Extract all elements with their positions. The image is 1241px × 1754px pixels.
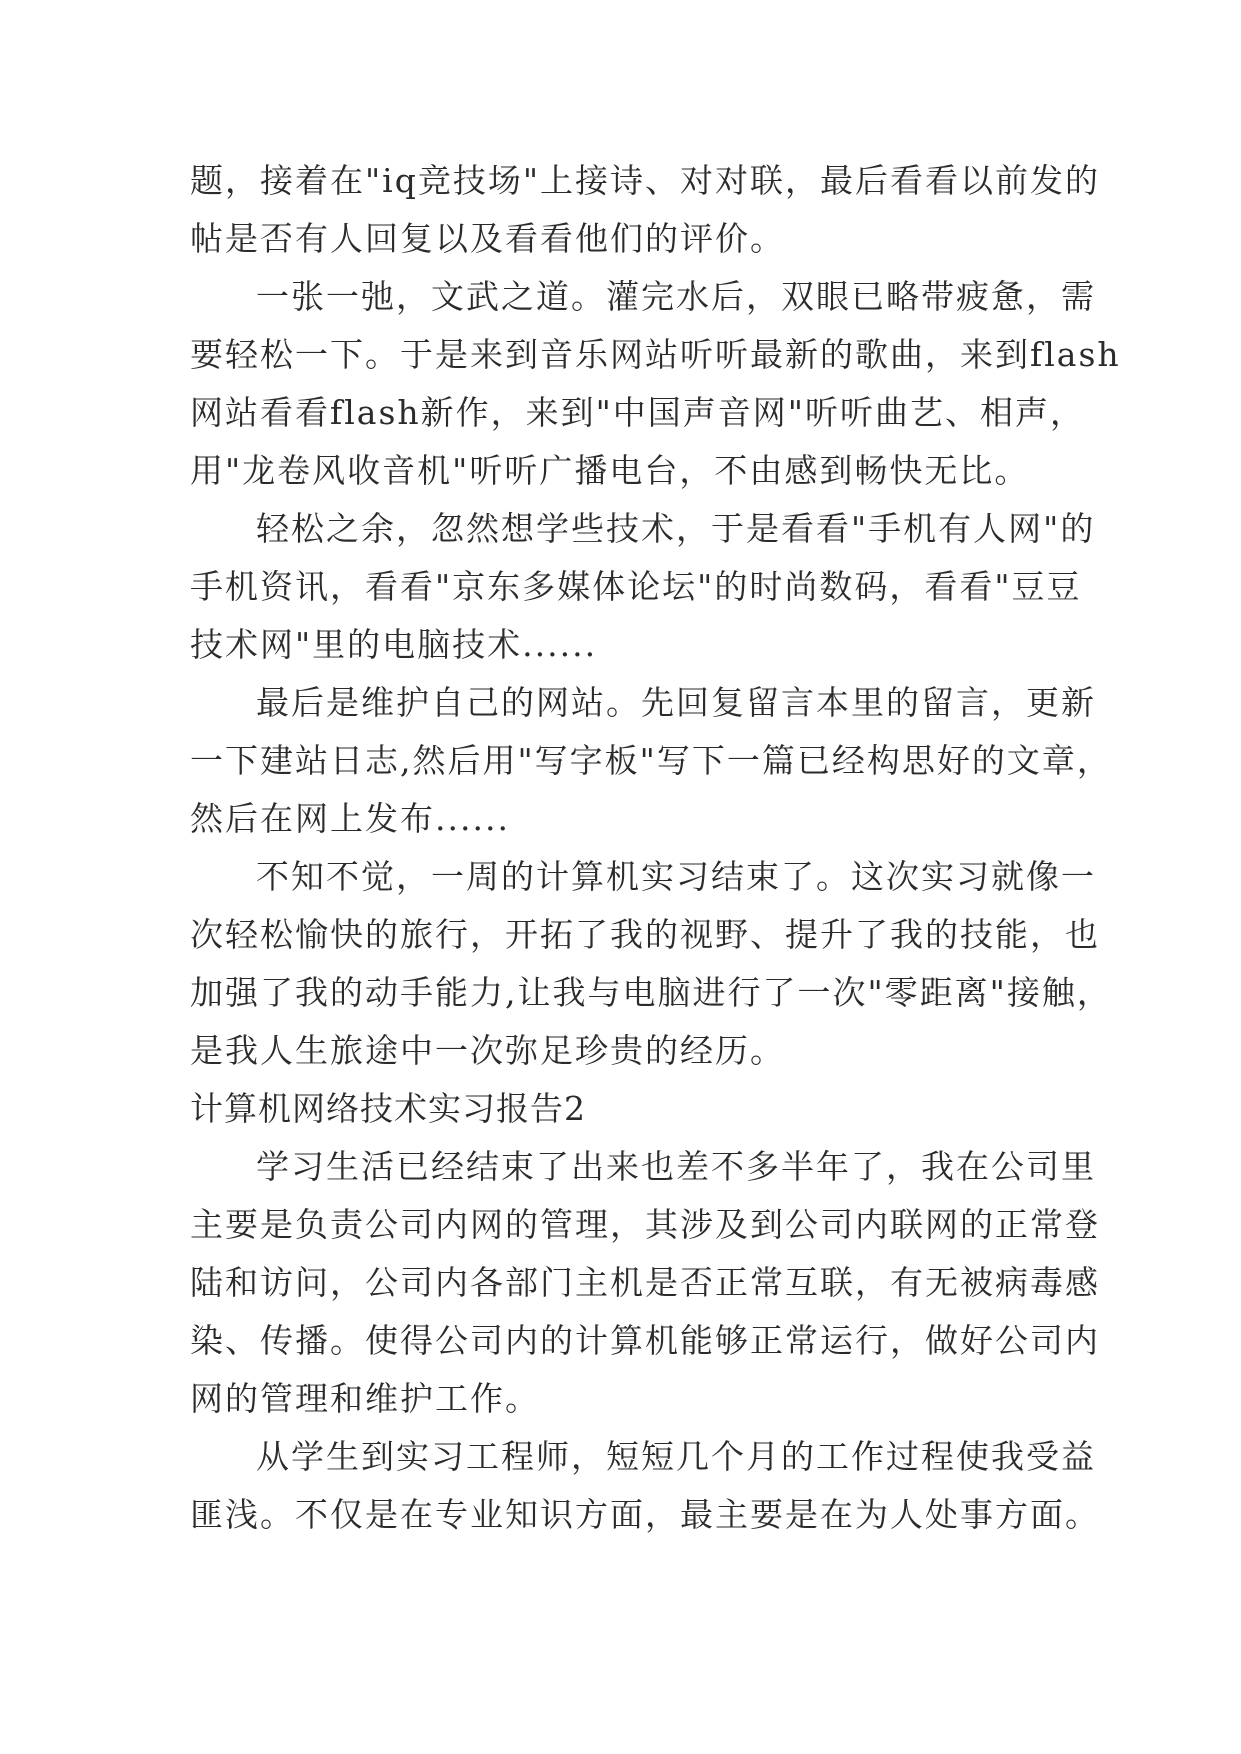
text-line: 技术网"里的电脑技术...... bbox=[190, 625, 598, 664]
section-heading: 计算机网络技术实习报告2 bbox=[190, 1089, 586, 1128]
text-line: 网站看看flash新作，来到"中国声音网"听听曲艺、相声， bbox=[190, 393, 1085, 432]
text-line: 是我人生旅途中一次弥足珍贵的经历。 bbox=[190, 1031, 785, 1070]
text-line: 陆和访问，公司内各部门主机是否正常互联，有无被病毒感 bbox=[190, 1263, 1100, 1302]
text-line: 帖是否有人回复以及看看他们的评价。 bbox=[190, 219, 785, 258]
text-line: 染、传播。使得公司内的计算机能够正常运行，做好公司内 bbox=[190, 1321, 1100, 1360]
paragraph-start-line: 学习生活已经结束了出来也差不多半年了，我在公司里 bbox=[256, 1147, 1096, 1186]
text-line: 然后在网上发布...... bbox=[190, 799, 510, 838]
paragraph-start-line: 一张一弛，文武之道。灌完水后，双眼已略带疲惫，需 bbox=[256, 277, 1096, 316]
text-line: 手机资讯，看看"京东多媒体论坛"的时尚数码，看看"豆豆 bbox=[190, 567, 1082, 606]
paragraph-start-line: 从学生到实习工程师，短短几个月的工作过程使我受益 bbox=[256, 1437, 1096, 1476]
text-line: 题，接着在"iq竞技场"上接诗、对对联，最后看看以前发的 bbox=[190, 161, 1101, 200]
body-text bbox=[190, 152, 1121, 1544]
text-line: 主要是负责公司内网的管理，其涉及到公司内联网的正常登 bbox=[190, 1205, 1100, 1244]
paragraph-start-line: 最后是维护自己的网站。先回复留言本里的留言，更新 bbox=[256, 683, 1096, 722]
text-line: 网的管理和维护工作。 bbox=[190, 1379, 540, 1418]
text-line: 次轻松愉快的旅行，开拓了我的视野、提升了我的技能，也 bbox=[190, 915, 1100, 954]
text-line: 用"龙卷风收音机"听听广播电台，不由感到畅快无比。 bbox=[190, 451, 1030, 490]
text-line: 加强了我的动手能力,让我与电脑进行了一次"零距离"接触， bbox=[190, 973, 1112, 1012]
text-line: 一下建站日志,然后用"写字板"写下一篇已经构思好的文章， bbox=[190, 741, 1112, 780]
text-line: 匪浅。不仅是在专业知识方面，最主要是在为人处事方面。 bbox=[190, 1495, 1100, 1534]
paragraph-start-line: 不知不觉，一周的计算机实习结束了。这次实习就像一 bbox=[256, 857, 1096, 896]
text-line: 要轻松一下。于是来到音乐网站听听最新的歌曲，来到flash bbox=[190, 335, 1121, 374]
paragraph-start-line: 轻松之余，忽然想学些技术，于是看看"手机有人网"的 bbox=[256, 509, 1096, 548]
